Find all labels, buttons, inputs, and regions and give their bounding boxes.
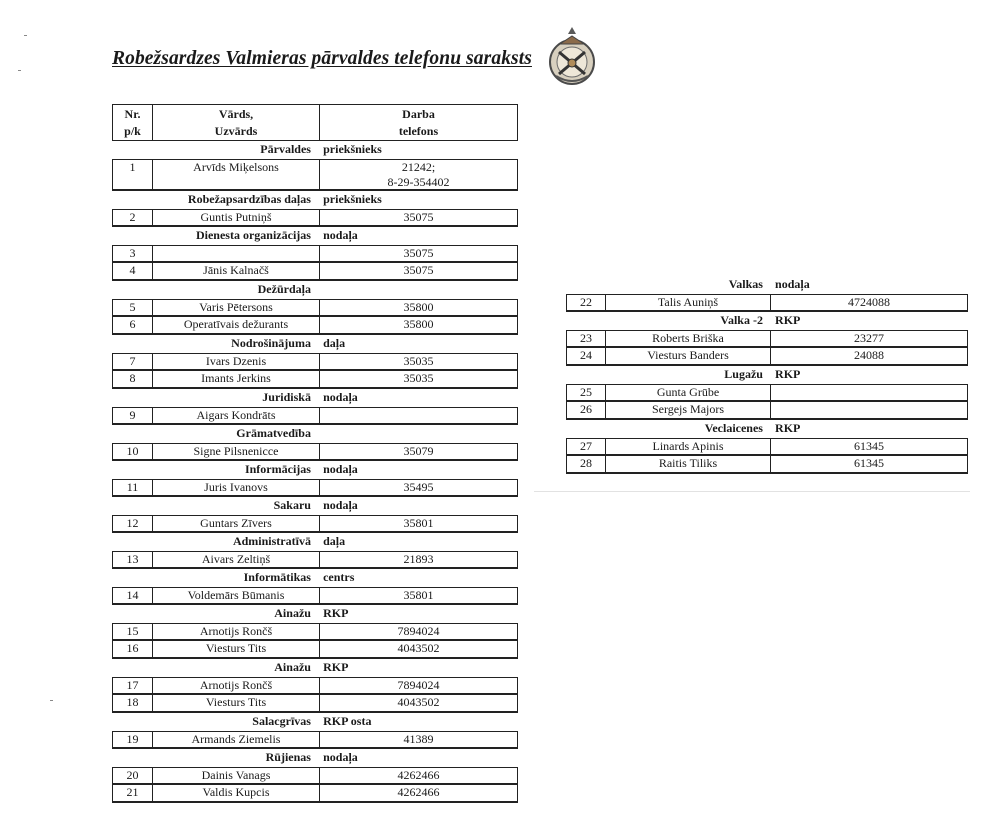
row-number: 22 [580, 295, 592, 309]
row-phone: 35075 [319, 246, 517, 261]
section-heading: Robežapsardzības daļas priekšnieks [187, 192, 382, 206]
row-number: 7 [129, 354, 136, 368]
row-phone: 35079 [319, 444, 517, 459]
section-heading: Dienesta organizācijas nodaļa [195, 228, 358, 242]
table-row [112, 407, 518, 425]
row-phone: 35035 [319, 354, 517, 369]
row-number: 16 [126, 641, 139, 655]
section-heading: Informācijas nodaļa [244, 462, 358, 476]
table-row [112, 209, 518, 227]
section-heading: Informātikas centrs [243, 570, 355, 584]
scan-mark [18, 70, 21, 71]
row-number: 1 [129, 160, 136, 174]
table-row [112, 371, 518, 389]
scan-mark [50, 700, 53, 701]
row-number: 28 [580, 456, 592, 470]
row-name: Guntars Zīvers [152, 516, 319, 531]
row-name: Armands Ziemelis [152, 732, 319, 747]
section-heading: Administratīvā daļa [232, 534, 346, 548]
right-phone-table [566, 276, 968, 474]
row-phone: 35075 [319, 210, 517, 225]
table-row [112, 515, 518, 533]
section-heading: Ainažu RKP [274, 606, 349, 620]
table-row [112, 767, 518, 785]
row-name: Ivars Dzenis [152, 354, 319, 369]
row-number: 27 [580, 439, 592, 453]
row-number: 18 [126, 695, 139, 709]
row-phone [770, 385, 967, 400]
section-heading: Juridiskā nodaļa [262, 390, 358, 404]
table-row [112, 677, 518, 695]
row-phone: 35495 [319, 480, 517, 495]
row-number: 14 [126, 588, 139, 602]
table-row [112, 317, 518, 335]
scan-mark [24, 35, 27, 36]
table-row [112, 623, 518, 641]
row-name: Voldemārs Būmanis [152, 588, 319, 603]
row-name: Aigars Kondrāts [152, 408, 319, 423]
row-phone: 4262466 [319, 768, 517, 783]
row-name: Juris Ivanovs [152, 480, 319, 495]
row-phone: 35075 [319, 263, 517, 279]
row-number: 25 [580, 385, 592, 399]
row-number: 12 [126, 516, 139, 530]
row-name: Viesturs Tits [152, 695, 319, 711]
row-name: Guntis Putniņš [152, 210, 319, 225]
scan-line [534, 491, 970, 492]
row-number: 8 [129, 371, 136, 385]
row-number: 3 [129, 246, 136, 260]
table-row [566, 294, 968, 312]
row-name: Jānis Kalnačš [152, 263, 319, 279]
row-phone: 35800 [319, 300, 517, 315]
header-nr: Nr. p/k [124, 106, 141, 138]
row-phone: 4262466 [319, 785, 517, 801]
left-phone-table [112, 104, 518, 803]
row-number: 6 [129, 317, 136, 331]
table-row [566, 330, 968, 348]
table-row [112, 479, 518, 497]
row-name: Dainis Vanags [152, 768, 319, 783]
row-number: 13 [126, 552, 139, 566]
row-name: Gunta Grūbe [605, 385, 770, 400]
row-number: 10 [126, 444, 139, 458]
row-name: Roberts Briška [605, 331, 770, 346]
table-row [112, 353, 518, 371]
section-heading: Lugažu RKP [724, 367, 801, 381]
table-row [566, 456, 968, 474]
row-phone: 21242; 8-29-354402 [319, 160, 517, 189]
section-heading: Salacgrīvas RKP osta [252, 714, 372, 728]
row-name [152, 246, 319, 261]
row-name: Valdis Kupcis [152, 785, 319, 801]
row-name: Arnotijs Rončš [152, 678, 319, 693]
row-phone: 7894024 [319, 624, 517, 639]
row-number: 26 [580, 402, 592, 416]
section-heading: Valkas nodaļa [728, 277, 810, 291]
row-number: 5 [129, 300, 136, 314]
row-number: 17 [126, 678, 139, 692]
table-row [112, 159, 518, 191]
section-heading: Veclaicenes RKP [704, 421, 801, 435]
row-name: Aivars Zeltiņš [152, 552, 319, 567]
table-row [112, 443, 518, 461]
table-row [112, 731, 518, 749]
row-phone: 61345 [770, 439, 967, 454]
row-phone: 23277 [770, 331, 967, 346]
row-phone: 35035 [319, 371, 517, 387]
table-row [566, 402, 968, 420]
row-name: Viesturs Banders [605, 348, 770, 364]
row-phone: 7894024 [319, 678, 517, 693]
row-number: 9 [129, 408, 136, 422]
table-row [112, 263, 518, 281]
section-heading: Sakaru nodaļa [273, 498, 358, 512]
header-name: Vārds, Uzvārds [152, 105, 319, 140]
table-row [112, 695, 518, 713]
row-number: 20 [126, 768, 139, 782]
table-row [566, 438, 968, 456]
row-number: 23 [580, 331, 592, 345]
section-heading: Grāmatvedība [236, 426, 311, 440]
table-row [112, 785, 518, 803]
row-phone: 35800 [319, 317, 517, 333]
row-number: 4 [129, 263, 136, 277]
row-phone: 35801 [319, 516, 517, 531]
row-number: 19 [126, 732, 139, 746]
row-number: 15 [126, 624, 139, 638]
row-name: Signe Pilsnenicce [152, 444, 319, 459]
row-name: Raitis Tiliks [605, 456, 770, 472]
row-name: Arnotijs Rončš [152, 624, 319, 639]
row-name: Sergejs Majors [605, 402, 770, 418]
row-name: Viesturs Tits [152, 641, 319, 657]
row-number: 21 [126, 785, 139, 799]
row-phone: 4043502 [319, 695, 517, 711]
row-name: Linards Apinis [605, 439, 770, 454]
row-phone: 41389 [319, 732, 517, 747]
row-phone: 61345 [770, 456, 967, 472]
table-row [112, 245, 518, 263]
document-title: Robežsardzes Valmieras pārvaldes telefonu saraksts [112, 48, 532, 69]
table-row [112, 641, 518, 659]
section-heading: Ainažu RKP [274, 660, 349, 674]
table-row [112, 299, 518, 317]
row-phone: 4043502 [319, 641, 517, 657]
row-phone: 35801 [319, 588, 517, 603]
section-heading: Pārvaldes priekšnieks [260, 142, 382, 156]
border-guard-emblem-icon [546, 26, 598, 88]
row-number: 24 [580, 348, 592, 362]
row-phone [319, 408, 517, 423]
row-name: Imants Jerkins [152, 371, 319, 387]
table-row [566, 348, 968, 366]
row-name: Operatīvais dežurants [152, 317, 319, 333]
table-row [112, 551, 518, 569]
row-phone: 4724088 [770, 295, 967, 310]
section-heading: Dežūrdaļa [257, 282, 311, 296]
row-phone: 24088 [770, 348, 967, 364]
table-header [112, 104, 518, 141]
row-phone: 21893 [319, 552, 517, 567]
row-name: Arvīds Miķelsons [152, 160, 319, 189]
header-phone: Darba telefons [319, 105, 517, 140]
section-heading: Valka -2 RKP [720, 313, 801, 327]
section-heading: Nodrošinājuma daļa [231, 336, 346, 350]
row-name: Varis Pētersons [152, 300, 319, 315]
table-row [566, 384, 968, 402]
row-number: 2 [129, 210, 136, 224]
table-row [112, 587, 518, 605]
section-heading: Rūjienas nodaļa [265, 750, 358, 764]
row-number: 11 [126, 480, 139, 494]
row-phone [770, 402, 967, 418]
row-name: Talis Auniņš [605, 295, 770, 310]
